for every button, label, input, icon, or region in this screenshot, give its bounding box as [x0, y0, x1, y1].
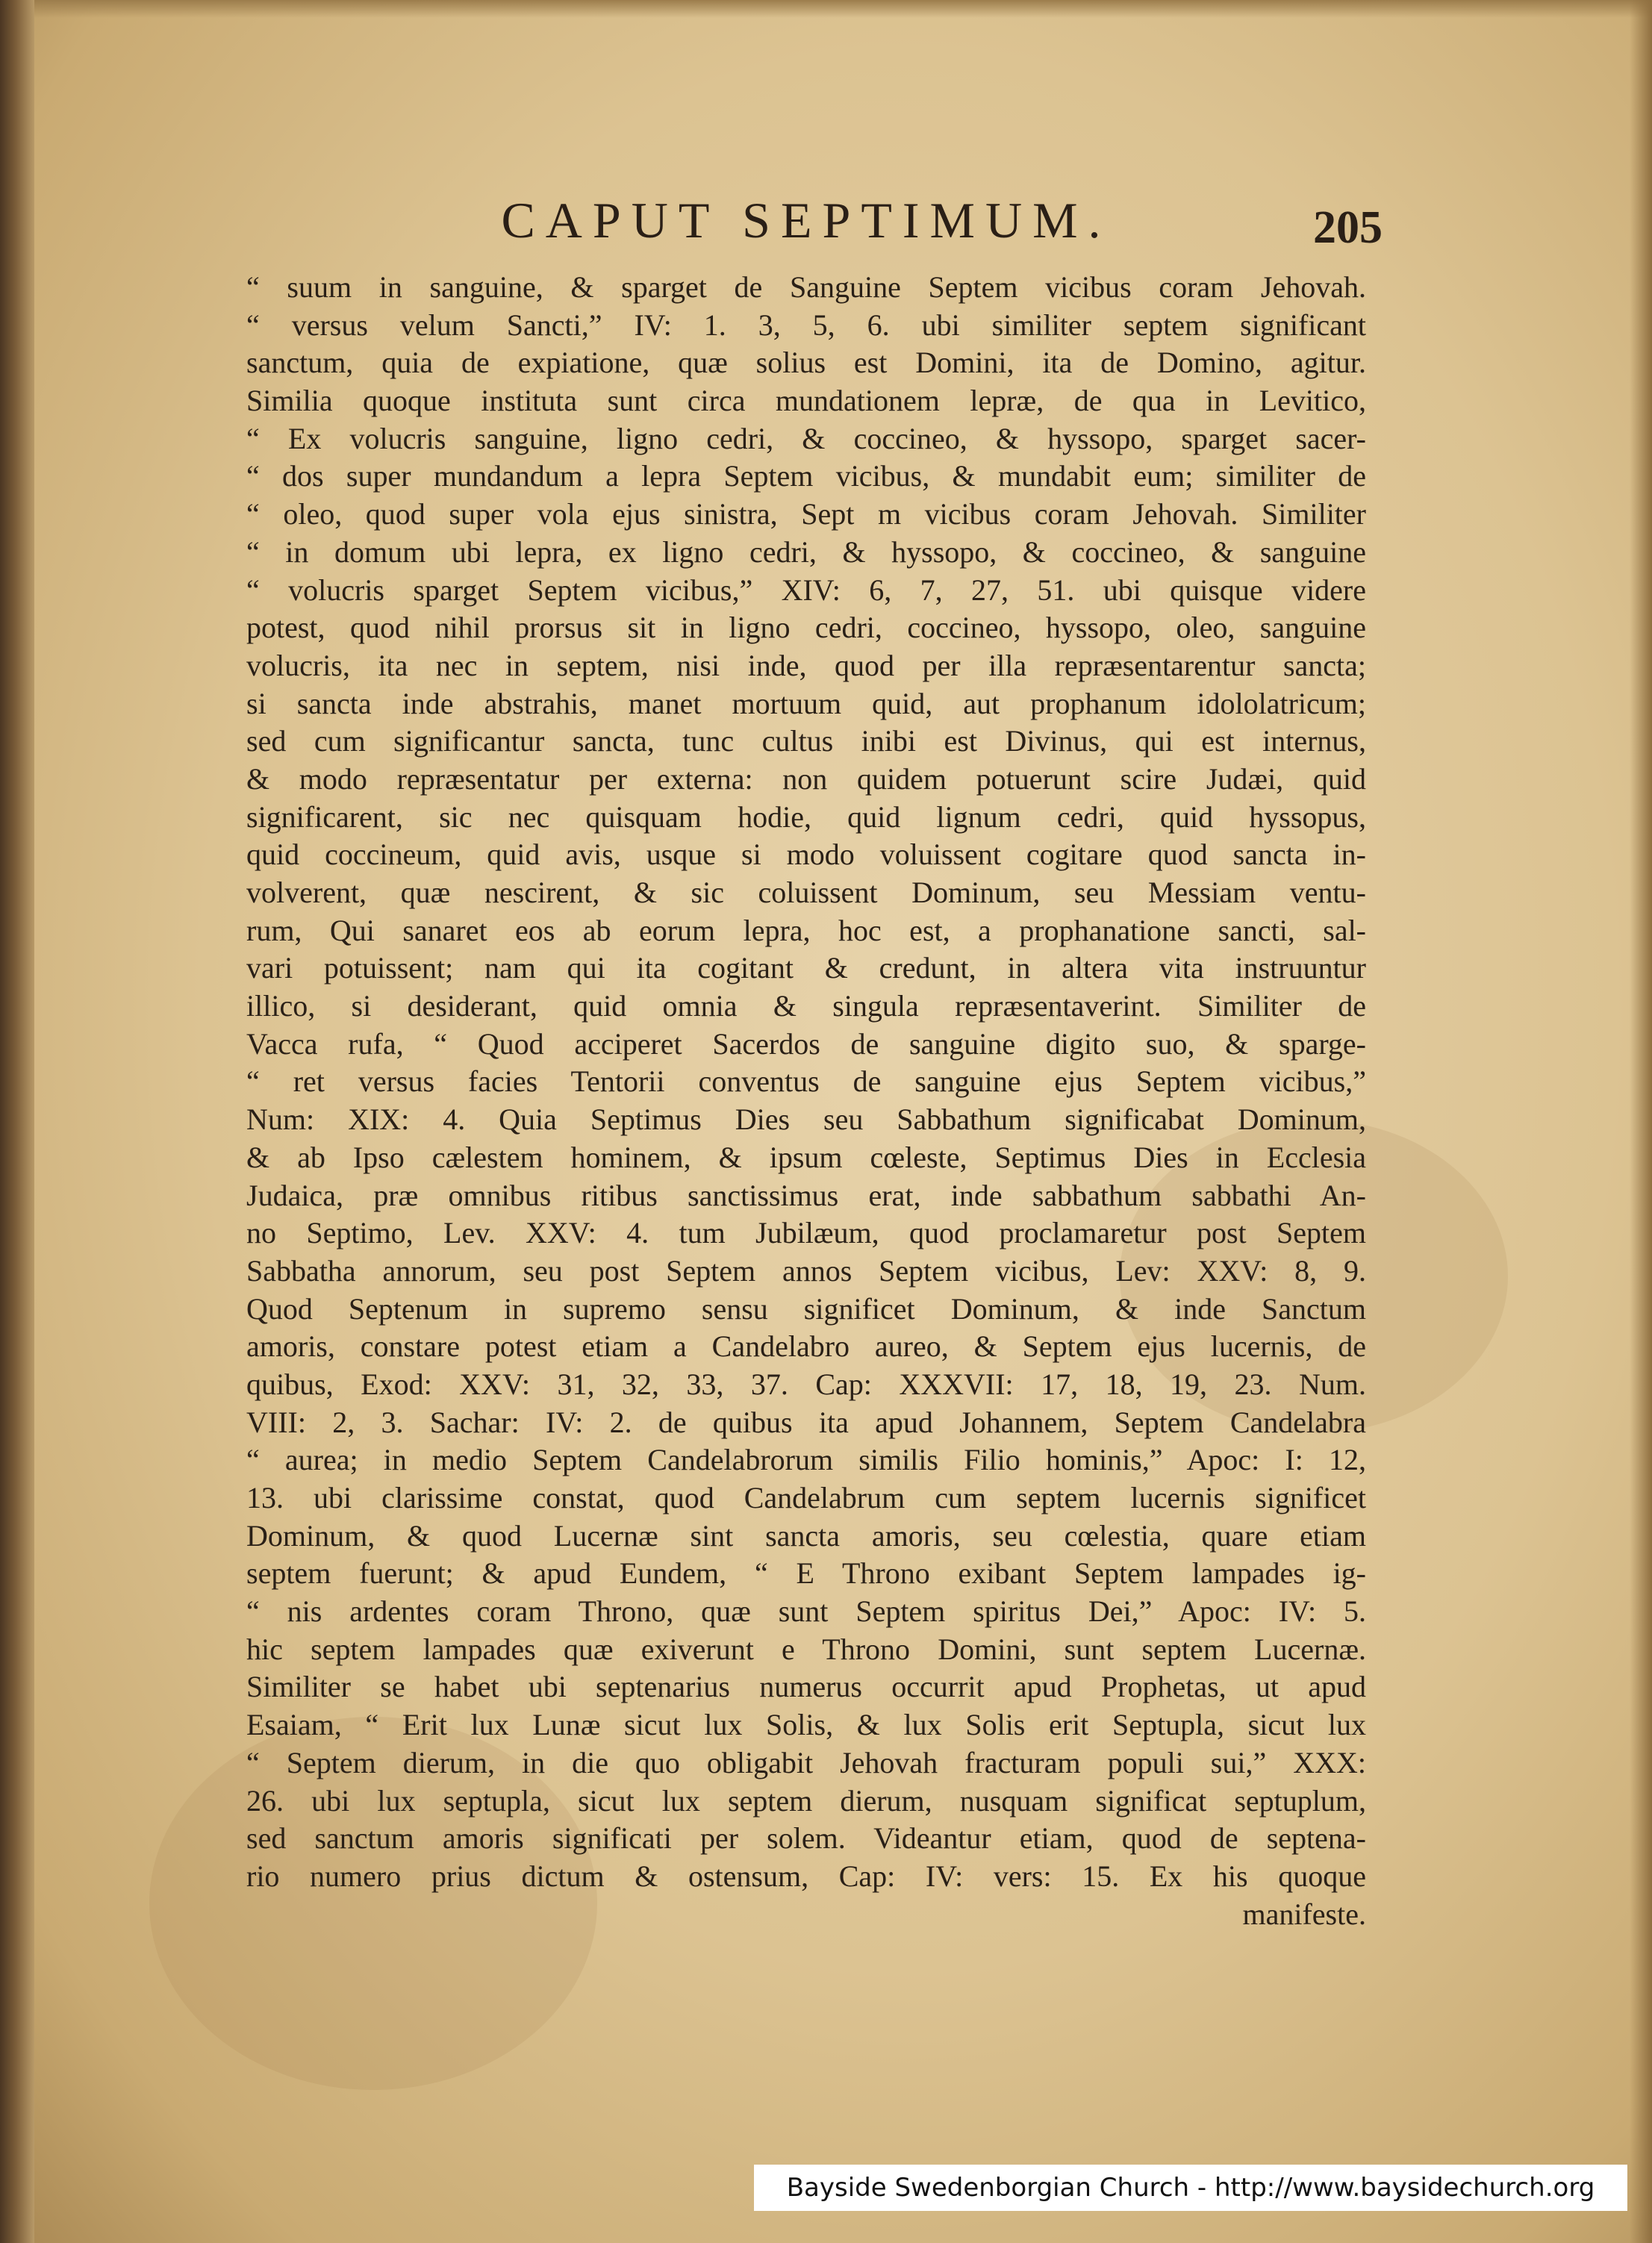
body-text: [246, 269, 1366, 1933]
text-line: amoris, constare potest etiam a Candelabro aureo, & Septem ejus lucernis, de: [246, 1329, 1366, 1364]
text-line: vari potuissent; nam qui ita cogitant & credunt, in altera vita instruuntur: [246, 951, 1366, 985]
text-line: Dominum, & quod Lucernæ sint sancta amoris, seu cœlestia, quare etiam: [246, 1518, 1366, 1553]
text-line: Sabbatha annorum, seu post Septem annos Septem vicibus, Lev: XXV: 8, 9.: [246, 1253, 1366, 1288]
text-line: potest, quod nihil prorsus sit in ligno cedri, coccineo, hyssopo, oleo, sanguine: [246, 611, 1366, 645]
text-line: hic septem lampades quæ exiverunt e Throno Domini, sunt septem Lucernæ.: [246, 1632, 1366, 1666]
text-line: 13. ubi clarissime constat, quod Candelabrum cum septem lucernis significet: [246, 1481, 1366, 1514]
text-line: “ volucris sparget Septem vicibus,” XIV: 6, 7, 27, 51. ubi quisque videre: [246, 573, 1366, 607]
text-line: rio numero prius dictum & ostensum, Cap: IV: vers: 15. Ex his quoque: [246, 1859, 1366, 1893]
text-line: quid coccineum, quid avis, usque si modo voluissent cogitare quod sancta in-: [246, 837, 1366, 872]
text-line: illico, si desiderant, quid omnia & singula repræsentaverint. Similiter de: [246, 989, 1366, 1023]
text-line: “ versus velum Sancti,” IV: 1. 3, 5, 6. ubi similiter septem significant: [246, 308, 1366, 342]
text-line: Vacca rufa, “ Quod acciperet Sacerdos de sanguine digito suo, & sparge-: [246, 1026, 1366, 1061]
text-line: “ in domum ubi lepra, ex ligno cedri, & hyssopo, & coccineo, & sanguine: [246, 534, 1366, 569]
text-line: & modo repræsentatur per externa: non quidem potuerunt scire Judæi, quid: [246, 761, 1366, 796]
text-line: no Septimo, Lev. XXV: 4. tum Jubilæum, quod proclamaretur post Septem: [246, 1216, 1366, 1250]
book-spine-shadow: [0, 0, 34, 2243]
text-line: sanctum, quia de expiatione, quæ solius est Domini, ita de Domino, agitur.: [246, 346, 1366, 380]
catchword-line: manifeste.: [1242, 1897, 1366, 1931]
text-line: 26. ubi lux septupla, sicut lux septem dierum, nusquam significat septuplum,: [246, 1783, 1366, 1818]
text-line: & ab Ipso cælestem hominem, & ipsum cœleste, Septimus Dies in Ecclesia: [246, 1140, 1366, 1174]
text-line: Esaiam, “ Erit lux Lunæ sicut lux Solis, & lux Solis erit Septupla, sicut lux: [246, 1708, 1366, 1742]
page-top-edge: [34, 0, 1652, 18]
text-line: sed cum significantur sancta, tunc cultus inibi est Divinus, qui est internus,: [246, 724, 1366, 758]
text-line: “ Septem dierum, in die quo obligabit Jehovah fracturam populi sui,” XXX:: [246, 1745, 1366, 1779]
page-right-edge: [1630, 0, 1652, 2243]
text-line: Judaica, præ omnibus ritibus sanctissimus erat, inde sabbathum sabbathi An-: [246, 1178, 1366, 1212]
text-line: volucris, ita nec in septem, nisi inde, quod per illa repræsentarentur sancta;: [246, 648, 1366, 682]
text-line: “ aurea; in medio Septem Candelabrorum similis Filio hominis,” Apoc: I: 12,: [246, 1443, 1366, 1477]
text-line: significarent, sic nec quisquam hodie, quid lignum cedri, quid hyssopus,: [246, 799, 1366, 834]
text-line: Num: XIX: 4. Quia Septimus Dies seu Sabbathum significabat Dominum,: [246, 1102, 1366, 1137]
watermark-banner: Bayside Swedenborgian Church - http://www.baysidechurch.org: [754, 2165, 1627, 2211]
text-line: “ nis ardentes coram Throno, quæ sunt Septem spiritus Dei,” Apoc: IV: 5.: [246, 1594, 1366, 1629]
text-line: “ ret versus facies Tentorii conventus de sanguine ejus Septem vicibus,”: [246, 1064, 1366, 1099]
text-line: sed sanctum amoris significati per solem. Videantur etiam, quod de septena-: [246, 1821, 1366, 1856]
text-line: Similiter se habet ubi septenarius numerus occurrit apud Prophetas, ut apud: [246, 1670, 1366, 1704]
running-head: CAPUT SEPTIMUM.: [501, 192, 1112, 249]
text-line: “ Ex volucris sanguine, ligno cedri, & coccineo, & hyssopo, sparget sacer-: [246, 421, 1366, 455]
page-number: 205: [1313, 202, 1383, 253]
text-line: VIII: 2, 3. Sachar: IV: 2. de quibus ita apud Johannem, Septem Candelabra: [246, 1405, 1366, 1439]
text-line: “ dos super mundandum a lepra Septem vicibus, & mundabit eum; similiter de: [246, 459, 1366, 493]
text-line: si sancta inde abstrahis, manet mortuum quid, aut prophanum idololatricum;: [246, 686, 1366, 720]
text-line: Quod Septenum in supremo sensu significet Dominum, & inde Sanctum: [246, 1291, 1366, 1326]
text-line: volverent, quæ nescirent, & sic coluissent Dominum, seu Messiam ventu-: [246, 876, 1366, 909]
text-line: “ suum in sanguine, & sparget de Sanguine Septem vicibus coram Jehovah.: [246, 270, 1366, 304]
text-line: septem fuerunt; & apud Eundem, “ E Throno exibant Septem lampades ig-: [246, 1556, 1366, 1591]
text-line: rum, Qui sanaret eos ab eorum lepra, hoc est, a prophanatione sancti, sal-: [246, 913, 1366, 947]
text-line: “ oleo, quod super vola ejus sinistra, Sept m vicibus coram Jehovah. Similiter: [246, 497, 1366, 531]
text-line: quibus, Exod: XXV: 31, 32, 33, 37. Cap: XXXVII: 17, 18, 19, 23. Num.: [246, 1367, 1366, 1401]
text-line: Similia quoque instituta sunt circa mundationem lepræ, de qua in Levitico,: [246, 384, 1366, 418]
